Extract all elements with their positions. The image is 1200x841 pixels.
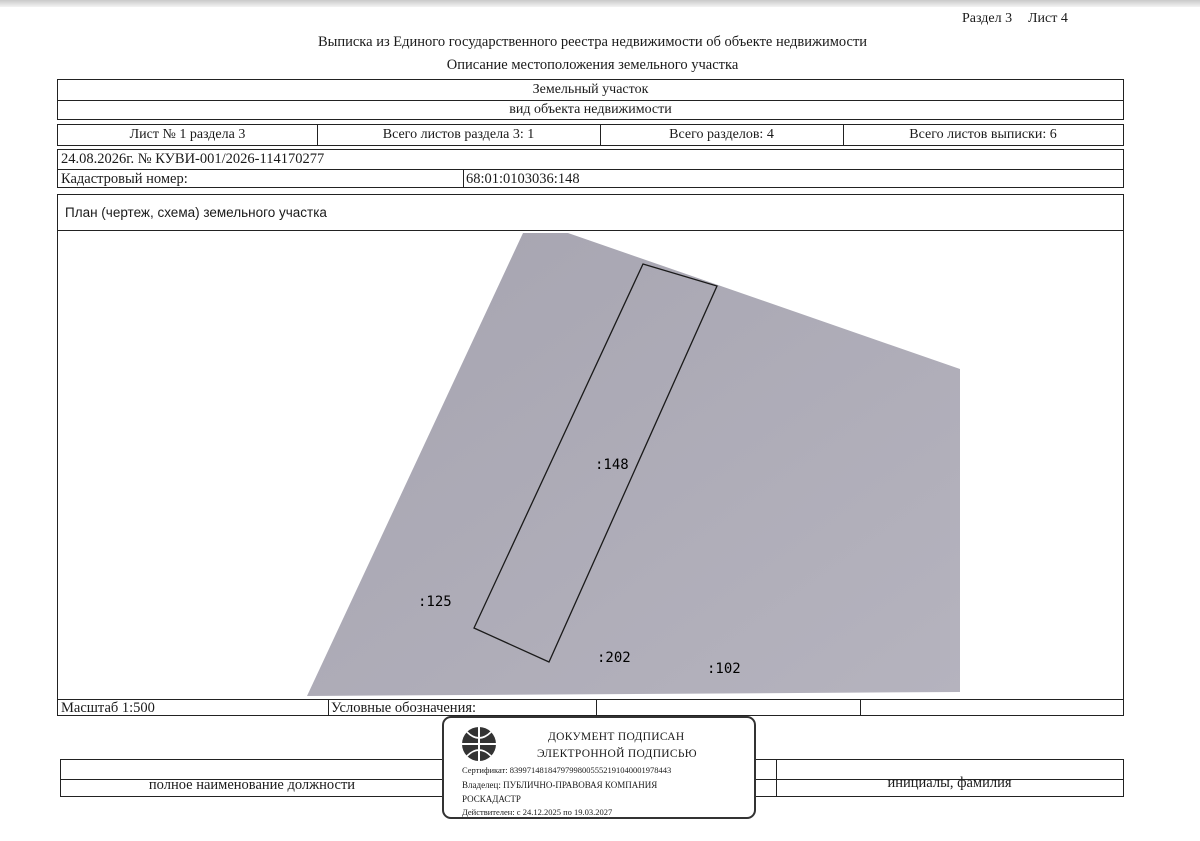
name-caption: инициалы, фамилия: [887, 775, 1012, 791]
scale-label: Масштаб 1:500: [61, 700, 155, 716]
position-caption: полное наименование должности: [148, 777, 356, 793]
surrounding-land-area: [307, 233, 960, 696]
cadastral-number-label: Кадастровый номер:: [61, 171, 188, 187]
cadastral-number-value: 68:01:0103036:148: [466, 171, 580, 187]
sheet-number: Лист 4: [1028, 11, 1068, 26]
parcel-label-148: :148: [595, 457, 629, 473]
stamp-certificate: Сертификат: 83997148184797998005552191040001978443: [462, 765, 672, 775]
legend-label: Условные обозначения:: [331, 700, 477, 716]
sheet-of-section: Лист № 1 раздела 3: [58, 125, 318, 145]
document-subtitle: Описание местоположения земельного участка: [446, 57, 739, 73]
object-type-value: Земельный участок: [58, 80, 1123, 101]
document-title: Выписка из Единого государственного реестра недвижимости об объекте недвижимости: [317, 34, 868, 50]
date-number: 24.08.2026г. № КУВИ-001/2026-114170277: [61, 151, 325, 167]
total-sections: Всего разделов: 4: [600, 125, 844, 145]
stamp-line-1: ДОКУМЕНТ ПОДПИСАН: [548, 731, 685, 743]
section-number: Раздел 3: [962, 11, 1013, 26]
parcel-label-125: :125: [418, 594, 452, 610]
parcel-label-202: :202: [597, 650, 631, 666]
stamp-owner-line-2: РОСКАДАСТР: [462, 794, 521, 804]
rosreestr-emblem-icon: [460, 725, 498, 763]
parcel-label-102: :102: [707, 661, 741, 677]
stamp-validity: Действителен: с 24.12.2025 по 19.03.2027: [462, 807, 613, 817]
object-type-caption: вид объекта недвижимости: [509, 101, 672, 117]
total-extract-sheets: Всего листов выписки: 6: [909, 127, 1057, 142]
stamp-line-2: ЭЛЕКТРОННОЙ ПОДПИСЬЮ: [537, 748, 697, 760]
plan-title: План (чертеж, схема) земельного участка: [65, 205, 327, 220]
stamp-owner-line-1: Владелец: ПУБЛИЧНО-ПРАВОВАЯ КОМПАНИЯ: [462, 780, 658, 790]
total-section-sheets: Всего листов раздела 3: 1: [317, 125, 601, 145]
electronic-signature-stamp: [442, 716, 756, 819]
